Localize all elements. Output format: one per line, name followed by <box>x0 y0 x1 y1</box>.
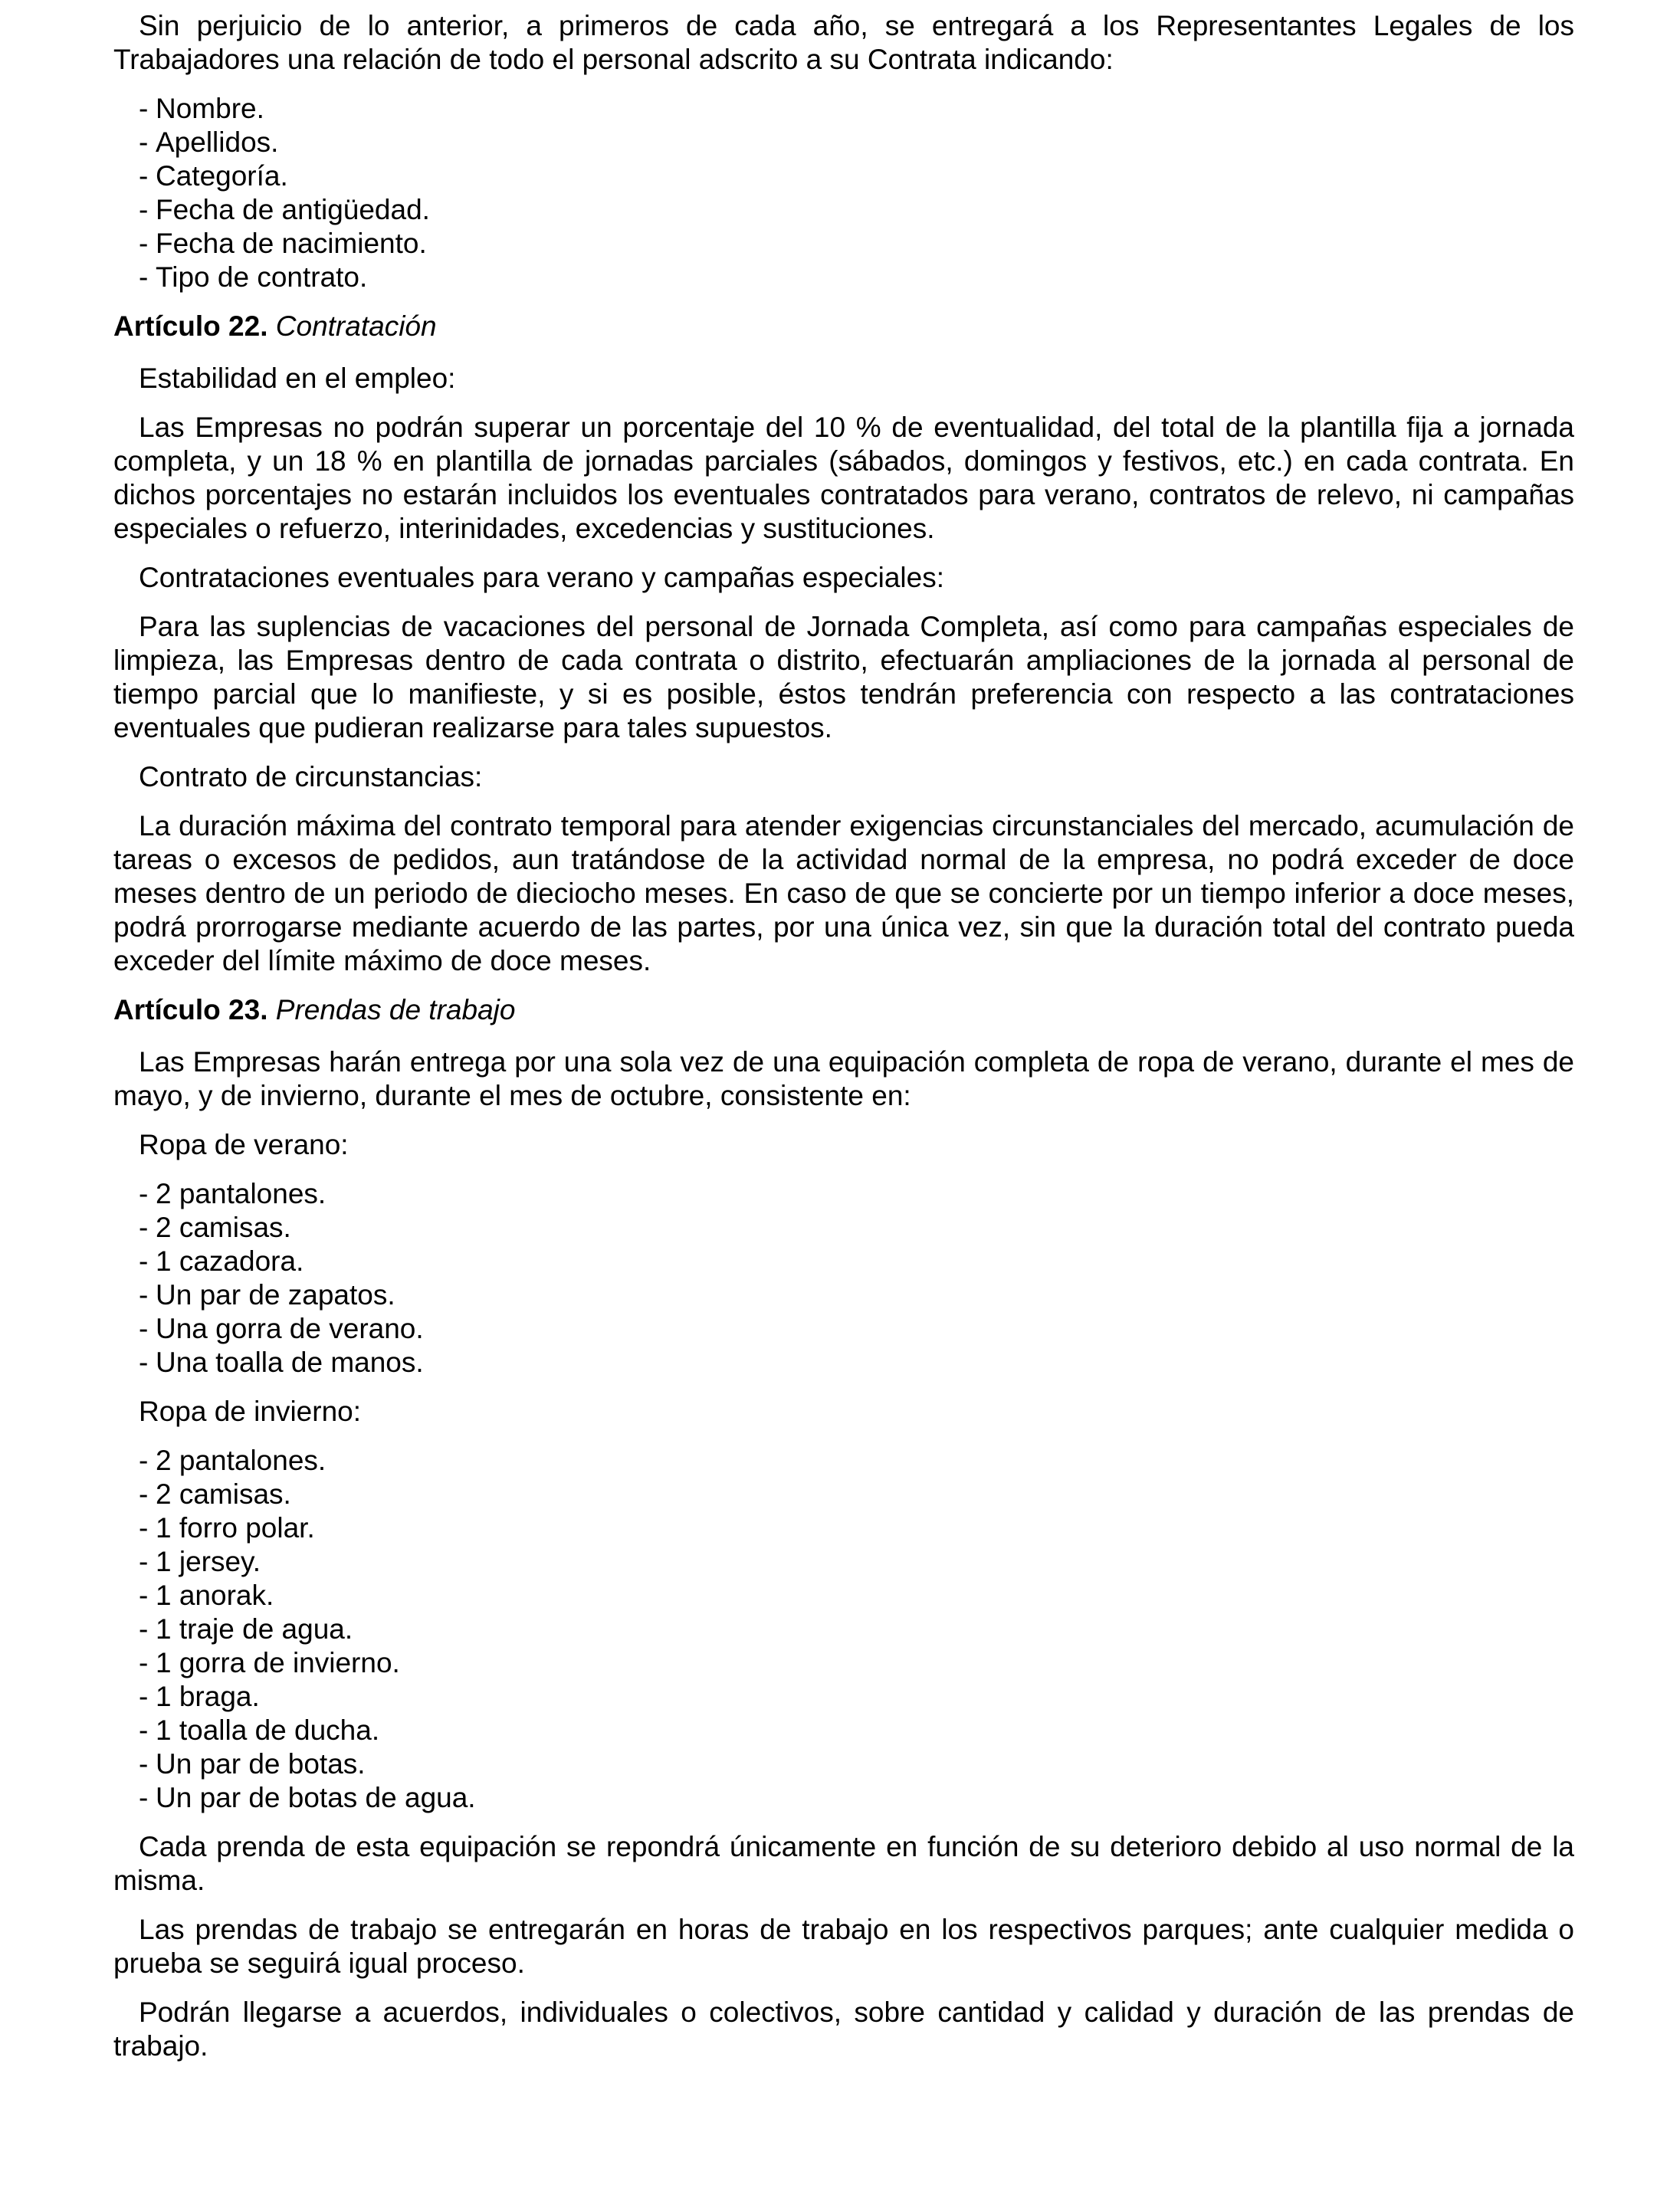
article-22-title: Contratación <box>275 310 437 342</box>
eventuales-label: Contrataciones eventuales para verano y campañas especiales: <box>139 562 945 593</box>
entrega-paragraph: Las prendas de trabajo se entregarán en horas de trabajo en los respectivos parques; ante cualquier medida o prueba se seguirá igual proceso. <box>113 1914 1574 1979</box>
article-23-title: Prendas de trabajo <box>275 994 516 1025</box>
list-item: - 1 gorra de invierno. <box>113 1646 1574 1680</box>
list-item: - 1 anorak. <box>113 1579 1574 1613</box>
intro-paragraph: Sin perjuicio de lo anterior, a primeros de cada año, se entregará a los Representantes Legales de los Trabajadores una relación de todo el personal adscrito a su Contrata indicando: <box>113 10 1574 75</box>
list-item: - Tipo de contrato. <box>113 261 1574 294</box>
list-item: - Un par de botas de agua. <box>113 1781 1574 1815</box>
list-item: - Una toalla de manos. <box>113 1346 1574 1380</box>
article-22-heading <box>113 310 1574 343</box>
list-item: - 1 toalla de ducha. <box>113 1714 1574 1747</box>
ropa-invierno-label: Ropa de invierno: <box>139 1396 362 1427</box>
list-item: - 1 braga. <box>113 1680 1574 1714</box>
list-item: - 2 pantalones. <box>113 1444 1574 1478</box>
list-item: - 1 traje de agua. <box>113 1613 1574 1646</box>
eventuales-paragraph: Para las suplencias de vacaciones del personal de Jornada Completa, así como para campañas especiales de limpieza, las Empresas dentro de cada contrata o distrito, efectuarán ampliaciones de la jornada al personal de tiempo parcial que lo manifieste, y si es posible, éstos tendrán preferencia con respecto a las contrataciones eventuales que pudieran realizarse para tales supuestos. <box>113 611 1574 743</box>
list-item: - Un par de zapatos. <box>113 1278 1574 1312</box>
list-item: - Apellidos. <box>113 126 1574 159</box>
list-item: - Fecha de antigüedad. <box>113 193 1574 227</box>
ropa-verano-list <box>113 1177 1574 1380</box>
article-22-number: Artículo 22. <box>113 310 268 342</box>
list-item: - 2 camisas. <box>113 1211 1574 1245</box>
ropa-verano-label: Ropa de verano: <box>139 1129 349 1160</box>
article-23-number: Artículo 23. <box>113 994 268 1025</box>
list-item: - Un par de botas. <box>113 1747 1574 1781</box>
list-item: - 2 camisas. <box>113 1478 1574 1511</box>
prendas-intro-paragraph: Las Empresas harán entrega por una sola vez de una equipación completa de ropa de verano, durante el mes de mayo, y de invierno, durante el mes de octubre, consistente en: <box>113 1046 1574 1111</box>
personal-data-list <box>113 92 1574 294</box>
list-item: - 1 forro polar. <box>113 1511 1574 1545</box>
list-item: - Nombre. <box>113 92 1574 126</box>
circunstancias-paragraph: La duración máxima del contrato temporal para atender exigencias circunstanciales del mercado, acumulación de tareas o excesos de pedidos, aun tratándose de la actividad normal de la empresa, no podrá exceder de doce meses dentro de un periodo de dieciocho meses. En caso de que se concierte por un tiempo inferior a doce meses, podrá prorrogarse mediante acuerdo de las partes, por una única vez, sin que la duración total del contrato pueda exceder del límite máximo de doce meses. <box>113 810 1574 976</box>
estabilidad-label: Estabilidad en el empleo: <box>139 363 456 394</box>
list-item: - 1 jersey. <box>113 1545 1574 1579</box>
list-item: - Una gorra de verano. <box>113 1312 1574 1346</box>
ropa-invierno-list <box>113 1444 1574 1815</box>
list-item: - 2 pantalones. <box>113 1177 1574 1211</box>
estabilidad-paragraph: Las Empresas no podrán superar un porcentaje del 10 % de eventualidad, del total de la plantilla fija a jornada completa, y un 18 % en plantilla de jornadas parciales (sábados, domingos y festivos, etc.) en cada contrata. En dichos porcentajes no estarán incluidos los eventuales contratados para verano, contratos de relevo, ni campañas especiales o refuerzo, interinidades, excedencias y sustituciones. <box>113 412 1574 544</box>
reposicion-paragraph: Cada prenda de esta equipación se repondrá únicamente en función de su deterioro debido al uso normal de la misma. <box>113 1831 1574 1896</box>
list-item: - Fecha de nacimiento. <box>113 227 1574 261</box>
list-item: - Categoría. <box>113 159 1574 193</box>
list-item: - 1 cazadora. <box>113 1245 1574 1278</box>
circunstancias-label: Contrato de circunstancias: <box>139 761 483 792</box>
article-23-heading <box>113 993 1574 1027</box>
acuerdos-paragraph: Podrán llegarse a acuerdos, individuales o colectivos, sobre cantidad y calidad y duración de las prendas de trabajo. <box>113 1996 1574 2062</box>
